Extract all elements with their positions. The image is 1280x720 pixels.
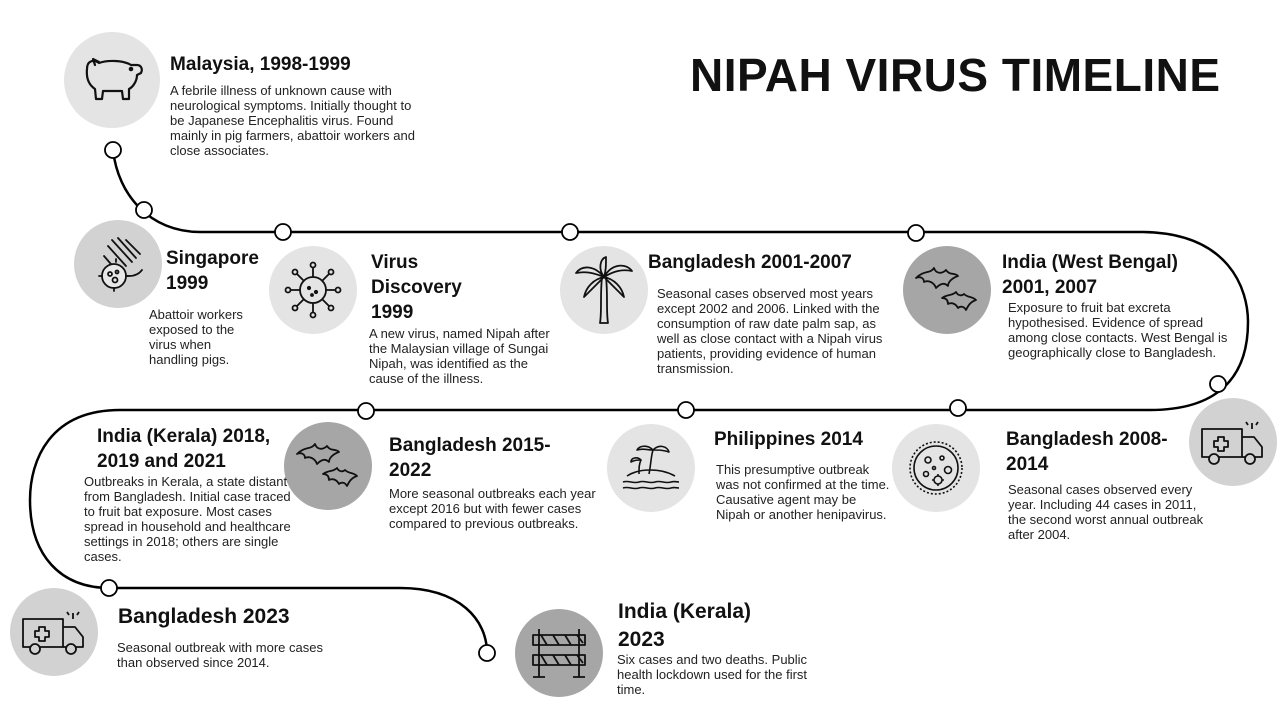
timeline-node (908, 225, 924, 241)
event-text-bangladesh-2001: Seasonal cases observed most years except 2002 and 2006. Linked with the consumption of raw date palm sap, as well as close contact with a Nipah virus patients, providing evidence of human transmission. (657, 286, 883, 376)
event-heading-singapore: Singapore 1999 (166, 248, 259, 294)
page-title: NIPAH VIRUS TIMELINE (690, 49, 1221, 101)
event-text-india-kerala-2023: Six cases and two deaths. Public health lockdown used for the first time. (617, 652, 808, 697)
palm-tree-icon (560, 246, 648, 334)
event-heading-philippines: Philippines 2014 (714, 429, 863, 450)
timeline-node (1210, 376, 1226, 392)
event-heading-bangladesh-2008: Bangladesh 2008- 2014 (1006, 429, 1168, 475)
event-text-singapore: Abattoir workers exposed to the virus when handling pigs. (149, 307, 243, 367)
event-heading-malaysia: Malaysia, 1998-1999 (170, 54, 351, 75)
roadblock-icon (515, 609, 603, 697)
event-text-bangladesh-2015: More seasonal outbreaks each year except 2016 but with fewer cases compared to previous outbreaks. (389, 486, 596, 531)
event-text-india-kerala-2018: Outbreaks in Kerala, a state distant from Bangladesh. Initial case traced to fruit bat exposure. Most cases spread in household and healthcare settings in 2018; others are single cases. (84, 474, 291, 564)
timeline-node (275, 224, 291, 240)
timeline-node (101, 580, 117, 596)
event-text-bangladesh-2023: Seasonal outbreak with more cases than observed since 2014. (117, 640, 323, 670)
hand-virus-icon (74, 220, 162, 308)
event-heading-india-west-bengal: India (West Bengal) 2001, 2007 (1002, 252, 1178, 298)
virus-icon (269, 246, 357, 334)
event-heading-bangladesh-2001: Bangladesh 2001-2007 (648, 252, 852, 273)
timeline-node (678, 402, 694, 418)
ambulance-icon (1189, 398, 1277, 486)
event-text-virus-discovery: A new virus, named Nipah after the Malaysian village of Sungai Nipah, was identified as the cause of the illness. (369, 326, 550, 386)
timeline-node (136, 202, 152, 218)
event-text-philippines: This presumptive outbreak was not confirmed at the time. Causative agent may be Nipah or another henipavirus. (716, 462, 890, 522)
timeline-node (562, 224, 578, 240)
event-heading-india-kerala-2018: India (Kerala) 2018, 2019 and 2021 (97, 426, 271, 472)
timeline-node (479, 645, 495, 661)
event-heading-bangladesh-2015: Bangladesh 2015- 2022 (389, 435, 551, 481)
ambulance-icon (10, 588, 98, 676)
event-heading-virus-discovery: Virus Discovery 1999 (371, 252, 462, 323)
event-heading-bangladesh-2023: Bangladesh 2023 (118, 605, 290, 628)
pig-icon (64, 32, 160, 128)
event-text-india-west-bengal: Exposure to fruit bat excreta hypothesised. Evidence of spread among close contacts. West Bengal is geographically close to Bangladesh. (1008, 300, 1228, 360)
event-heading-india-kerala-2023: India (Kerala) 2023 (618, 600, 752, 651)
bats-icon (903, 246, 991, 334)
timeline-node (105, 142, 121, 158)
event-text-malaysia: A febrile illness of unknown cause with neurological symptoms. Initially thought to be Japanese Encephalitis virus. Found mainly in pig farmers, abattoir workers and close associates. (170, 83, 415, 158)
event-text-bangladesh-2008: Seasonal cases observed every year. Including 44 cases in 2011, the second worst annual outbreak after 2004. (1008, 482, 1204, 542)
timeline-node (950, 400, 966, 416)
island-icon (607, 424, 695, 512)
timeline-node (358, 403, 374, 419)
